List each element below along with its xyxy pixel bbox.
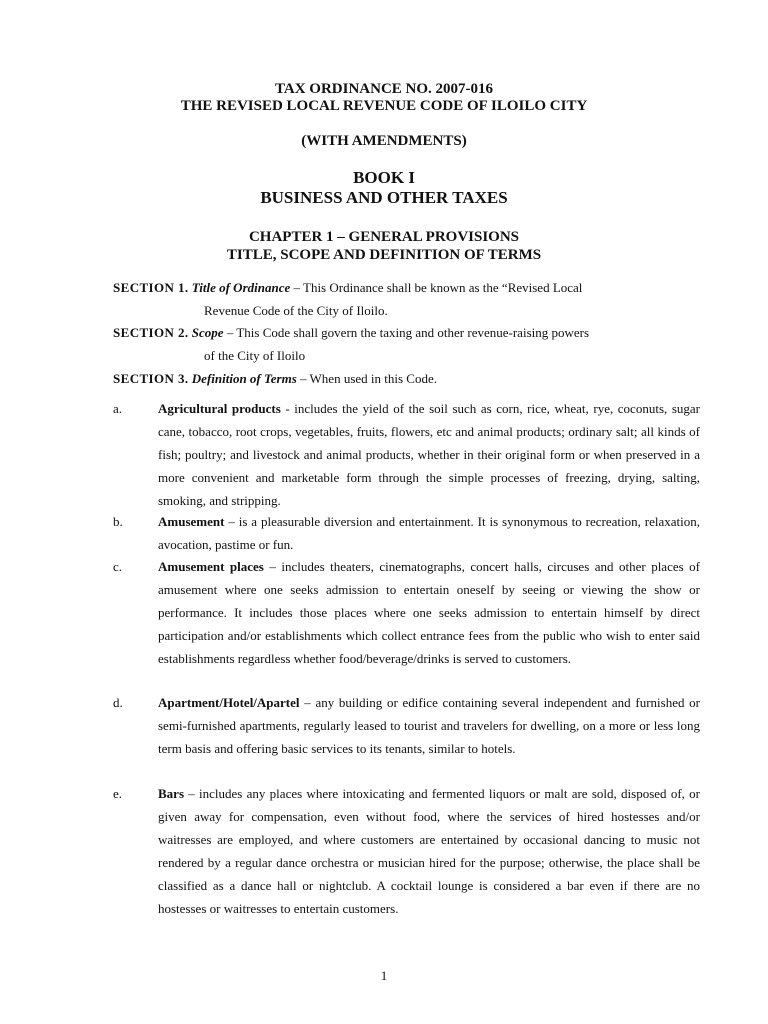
section-title: Definition of Terms	[191, 371, 297, 386]
book-title: BUSINESS AND OTHER TAXES	[260, 188, 508, 207]
amendments-note: (WITH AMENDMENTS)	[301, 133, 467, 149]
list-marker: b.	[113, 514, 123, 529]
book-heading: BOOK I	[353, 168, 415, 187]
definition-term: Amusement	[158, 514, 225, 529]
section-continuation: Revenue Code of the City of Iloilo.	[204, 302, 388, 318]
definition-e	[113, 783, 700, 920]
list-marker: d.	[113, 695, 123, 710]
section-label: SECTION 2.	[113, 325, 189, 340]
definition-text: – includes theaters, cinematographs, concert halls, circuses and other places of amusement where one seeks admission to entertain oneself by seeing or viewing the show or performance. It includes those places where one seeks admission to entertain himself by direct participation and/or establishments which collect entrance fees from the public who wish to enter said establishments regardless whether food/beverage/drinks is served to customers.	[158, 559, 700, 666]
section-title: Scope	[191, 325, 224, 340]
section-text: – This Ordinance shall be known as the “Revised Local	[290, 280, 583, 295]
section-continuation: of the City of Iloilo	[204, 347, 306, 363]
definition-term: Agricultural products	[158, 401, 281, 416]
section-3	[113, 368, 693, 391]
section-text: – This Code shall govern the taxing and other revenue-raising powers	[223, 325, 590, 340]
section-title: Title of Ordinance	[191, 280, 291, 295]
code-title: THE REVISED LOCAL REVENUE CODE OF ILOILO CITY	[180, 98, 588, 114]
definition-term: Bars	[158, 786, 184, 801]
list-marker: a.	[113, 401, 123, 416]
definition-a	[113, 398, 700, 513]
section-label: SECTION 1.	[113, 280, 189, 295]
definition-d	[113, 692, 700, 761]
page-number: 1	[380, 968, 388, 983]
definition-text: – includes any places where intoxicating and fermented liquors or malt are sold, disposed of, or given away for compensation, even without food, where the services of hired hostesses and/or waitresses are employed, and where customers are entertained by occasional dancing to music not rendered by a regular dance orchestra or musician hired for the purpose; otherwise, the place shall be classified as a dance hall or nightclub. A cocktail lounge is considered a bar even if there are no hostesses or waitresses to entertain customers.	[158, 786, 700, 916]
definition-text: - includes the yield of the soil such as corn, rice, wheat, rye, coconuts, sugar cane, tobacco, root crops, vegetables, fruits, flowers, etc and animal products; ordinary salt; all kinds of fish; poultry; and livestock and animal products, whether in their original form or when preserved in a more convenient and marketable form through the simple processes of freezing, drying, salting, smoking, and stripping.	[158, 401, 700, 508]
definition-b	[113, 511, 700, 557]
section-2	[113, 322, 693, 367]
definition-term: Apartment/Hotel/Apartel	[158, 695, 300, 710]
definition-text: – is a pleasurable diversion and entertainment. It is synonymous to recreation, relaxation, avocation, pastime or fun.	[158, 514, 700, 552]
list-marker: e.	[113, 786, 123, 801]
ordinance-number: TAX ORDINANCE NO. 2007-016	[274, 81, 494, 97]
section-text: – When used in this Code.	[296, 371, 437, 386]
chapter-title: TITLE, SCOPE AND DEFINITION OF TERMS	[226, 247, 542, 263]
chapter-heading: CHAPTER 1 – GENERAL PROVISIONS	[248, 229, 520, 245]
section-1	[113, 277, 693, 322]
definition-c	[113, 556, 700, 671]
definition-text: – any building or edifice containing several independent and furnished or semi-furnished apartments, regularly leased to tourist and travelers for dwelling, on a more or less long term basis and offering basic services to its tenants, similar to hotels.	[158, 695, 700, 756]
definition-term: Amusement places	[158, 559, 264, 574]
list-marker: c.	[113, 559, 123, 574]
section-label: SECTION 3.	[113, 371, 189, 386]
